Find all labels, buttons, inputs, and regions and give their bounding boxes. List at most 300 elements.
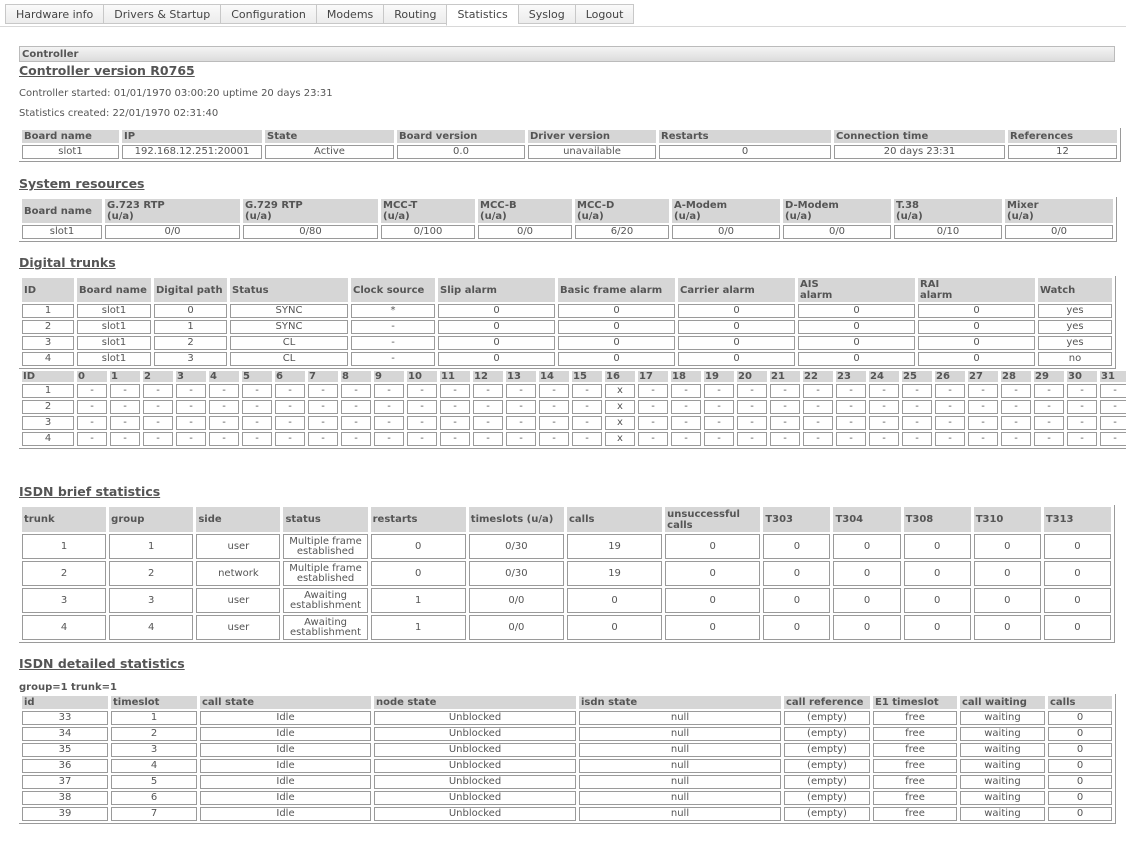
isdn-detail-cell: 0: [1048, 727, 1112, 741]
controller-header-row: [22, 130, 1117, 143]
timeslot-cell: -: [473, 432, 503, 446]
trunk-cell: 3: [22, 336, 74, 350]
timeslot-header-27: 27: [968, 371, 998, 382]
isdn-brief-cell: 2: [109, 561, 193, 586]
isdn-brief-cell: 1: [109, 534, 193, 559]
isdn-detail-cell: Unblocked: [374, 807, 576, 821]
timeslot-cell: -: [869, 384, 899, 398]
isdn-detail-cell: free: [873, 743, 957, 757]
trunk-cell: slot1: [77, 336, 151, 350]
isdn-detail-cell: 0: [1048, 759, 1112, 773]
timeslot-header-id: ID: [22, 371, 74, 382]
isdn-detail-header-node-state: node state: [374, 696, 576, 709]
timeslot-cell: -: [374, 416, 404, 430]
isdn-detail-cell: 37: [22, 775, 108, 789]
timeslot-header-8: 8: [341, 371, 371, 382]
trunk-header-clock-source: Clock source: [351, 278, 435, 302]
timeslot-cell: -: [341, 416, 371, 430]
timeslot-cell: 1: [22, 384, 74, 398]
isdn-brief-cell: 4: [22, 615, 106, 640]
timeslot-cell: -: [176, 416, 206, 430]
controller-cell: 0: [659, 145, 831, 159]
isdn-detail-cell: waiting: [960, 711, 1045, 725]
timeslot-cell: -: [506, 384, 536, 398]
timeslot-cell: -: [836, 416, 866, 430]
trunk-row: [22, 304, 1112, 318]
isdn-detail-cell: Idle: [200, 727, 371, 741]
timeslot-cell: -: [473, 400, 503, 414]
trunk-cell: -: [351, 336, 435, 350]
isdn-detail-cell: free: [873, 759, 957, 773]
timeslot-cell: -: [968, 416, 998, 430]
controller-row: [22, 145, 1117, 159]
isdn-detail-header-id: id: [22, 696, 108, 709]
trunk-cell: 4: [22, 352, 74, 366]
isdn-brief-cell: 0: [904, 588, 971, 613]
controller-header-driver-version: Driver version: [528, 130, 656, 143]
isdn-brief-cell: 0: [833, 615, 900, 640]
isdn-brief-header-t303: T303: [763, 507, 830, 532]
timeslot-row: [22, 384, 1126, 398]
isdn-detail-cell: (empty): [784, 727, 870, 741]
controller-header-ip: IP: [122, 130, 262, 143]
isdn-brief-cell: 1: [22, 534, 106, 559]
timeslot-cell: -: [968, 432, 998, 446]
timeslot-table: [19, 369, 1126, 449]
trunk-cell: 0: [438, 320, 555, 334]
trunk-cell: 0: [918, 352, 1035, 366]
isdn-brief-cell: user: [196, 534, 280, 559]
timeslot-header-3: 3: [176, 371, 206, 382]
isdn-brief-cell: Awaiting establishment: [283, 588, 367, 613]
timeslot-header-0: 0: [77, 371, 107, 382]
trunk-cell: CL: [230, 352, 348, 366]
timeslot-cell: -: [440, 384, 470, 398]
timeslot-cell: -: [275, 416, 305, 430]
isdn-brief-cell: 0: [567, 615, 662, 640]
isdn-brief-cell: 0: [974, 534, 1041, 559]
trunk-row: [22, 352, 1112, 366]
isdn-detail-cell: 3: [111, 743, 197, 757]
trunk-cell: 0: [798, 304, 915, 318]
resources-header-mcc-t-u-a: MCC-T (u/a): [381, 199, 475, 223]
isdn-detail-cell: 7: [111, 807, 197, 821]
resources-header-g-723-rtp-u-a: G.723 RTP (u/a): [105, 199, 240, 223]
resources-header-row: [22, 199, 1113, 223]
trunk-header-ais-alarm: AIS alarm: [798, 278, 915, 302]
controller-table: [19, 128, 1121, 162]
trunk-cell: yes: [1038, 304, 1112, 318]
timeslot-cell: -: [836, 400, 866, 414]
digital-trunks-title: Digital trunks: [19, 255, 116, 270]
isdn-detail-row: [22, 727, 1112, 741]
isdn-brief-cell: 0: [1044, 561, 1111, 586]
resources-cell: 0/80: [243, 225, 378, 239]
isdn-brief-cell: 0/30: [469, 561, 564, 586]
timeslot-cell: -: [440, 432, 470, 446]
isdn-detail-cell: (empty): [784, 711, 870, 725]
timeslot-header-29: 29: [1034, 371, 1064, 382]
isdn-detail-cell: Idle: [200, 759, 371, 773]
trunk-cell: slot1: [77, 320, 151, 334]
isdn-brief-cell: 0: [665, 588, 760, 613]
resources-cell: 0/100: [381, 225, 475, 239]
isdn-detail-cell: Unblocked: [374, 759, 576, 773]
isdn-detail-cell: null: [579, 775, 781, 789]
timeslot-cell: -: [308, 432, 338, 446]
timeslot-cell: -: [308, 416, 338, 430]
timeslot-header-13: 13: [506, 371, 536, 382]
isdn-brief-cell: 1: [371, 615, 466, 640]
timeslot-cell: -: [935, 416, 965, 430]
timeslot-cell: -: [407, 400, 437, 414]
isdn-brief-cell: 0: [974, 615, 1041, 640]
controller-cell: slot1: [22, 145, 119, 159]
timeslot-cell: -: [110, 432, 140, 446]
trunk-cell: *: [351, 304, 435, 318]
timeslot-cell: -: [770, 416, 800, 430]
tab-configuration[interactable]: Configuration: [220, 4, 316, 24]
timeslot-cell: -: [242, 384, 272, 398]
isdn-brief-header-t310: T310: [974, 507, 1041, 532]
isdn-detail-cell: Idle: [200, 775, 371, 789]
isdn-detail-row: [22, 791, 1112, 805]
timeslot-cell: -: [968, 384, 998, 398]
isdn-detail-cell: waiting: [960, 727, 1045, 741]
digital-trunks-table: [19, 276, 1116, 369]
trunk-cell: 0: [918, 304, 1035, 318]
resources-cell: slot1: [22, 225, 102, 239]
isdn-detail-cell: (empty): [784, 791, 870, 805]
isdn-brief-header-restarts: restarts: [371, 507, 466, 532]
timeslot-cell: -: [836, 432, 866, 446]
timeslot-cell: -: [770, 384, 800, 398]
isdn-brief-cell: 0: [1044, 588, 1111, 613]
trunk-cell: slot1: [77, 304, 151, 318]
isdn-detail-header-calls: calls: [1048, 696, 1112, 709]
timeslot-cell: -: [1100, 400, 1126, 414]
timeslot-cell: -: [539, 416, 569, 430]
timeslot-cell: -: [275, 384, 305, 398]
system-resources-table: [19, 197, 1117, 242]
trunk-header-carrier-alarm: Carrier alarm: [678, 278, 795, 302]
timeslot-cell: -: [242, 416, 272, 430]
isdn-detail-cell: (empty): [784, 743, 870, 757]
resources-header-d-modem-u-a: D-Modem (u/a): [783, 199, 891, 223]
timeslot-cell: -: [1034, 432, 1064, 446]
isdn-detail-cell: Unblocked: [374, 775, 576, 789]
isdn-brief-cell: 0: [763, 588, 830, 613]
timeslot-cell: -: [803, 416, 833, 430]
isdn-detail-cell: free: [873, 711, 957, 725]
isdn-brief-row: [22, 534, 1111, 559]
timeslot-cell: -: [803, 384, 833, 398]
isdn-brief-cell: 0: [665, 534, 760, 559]
trunk-cell: -: [351, 320, 435, 334]
resources-cell: 0/0: [1005, 225, 1113, 239]
timeslot-cell: -: [539, 400, 569, 414]
isdn-detail-cell: waiting: [960, 743, 1045, 757]
isdn-brief-cell: 3: [109, 588, 193, 613]
timeslot-header-15: 15: [572, 371, 602, 382]
trunk-header-row: [22, 278, 1112, 302]
isdn-brief-header-t308: T308: [904, 507, 971, 532]
isdn-detail-cell: 5: [111, 775, 197, 789]
timeslot-cell: -: [506, 400, 536, 414]
tab-logout[interactable]: Logout: [575, 4, 635, 24]
timeslot-cell: -: [1034, 416, 1064, 430]
timeslot-cell: -: [671, 384, 701, 398]
isdn-brief-cell: 0: [833, 534, 900, 559]
isdn-detail-cell: 0: [1048, 711, 1112, 725]
trunk-header-basic-frame-alarm: Basic frame alarm: [558, 278, 675, 302]
timeslot-cell: -: [77, 416, 107, 430]
timeslot-row: [22, 416, 1126, 430]
isdn-brief-cell: 0: [665, 561, 760, 586]
timeslot-cell: -: [671, 400, 701, 414]
timeslot-cell: -: [737, 416, 767, 430]
timeslot-cell: -: [935, 384, 965, 398]
isdn-detail-cell: 35: [22, 743, 108, 757]
isdn-detail-row: [22, 759, 1112, 773]
isdn-detail-cell: Idle: [200, 743, 371, 757]
timeslot-cell: 3: [22, 416, 74, 430]
isdn-detail-cell: Idle: [200, 807, 371, 821]
trunk-cell: 0: [678, 304, 795, 318]
timeslot-cell: -: [341, 384, 371, 398]
isdn-brief-table: [19, 505, 1115, 643]
timeslot-cell: -: [341, 432, 371, 446]
trunk-header-id: ID: [22, 278, 74, 302]
timeslot-cell: -: [704, 416, 734, 430]
isdn-brief-cell: Multiple frame established: [283, 534, 367, 559]
timeslot-cell: -: [473, 384, 503, 398]
timeslot-header-31: 31: [1100, 371, 1126, 382]
timeslot-header-5: 5: [242, 371, 272, 382]
isdn-brief-row: [22, 615, 1111, 640]
isdn-brief-header-trunk: trunk: [22, 507, 106, 532]
timeslot-cell: -: [770, 400, 800, 414]
trunk-cell: CL: [230, 336, 348, 350]
timeslot-cell: -: [1067, 416, 1097, 430]
trunk-cell: 0: [678, 352, 795, 366]
isdn-detail-cell: 0: [1048, 775, 1112, 789]
controller-header-board-version: Board version: [397, 130, 525, 143]
timeslot-cell: -: [968, 400, 998, 414]
timeslot-header-23: 23: [836, 371, 866, 382]
tab-drivers-startup[interactable]: Drivers & Startup: [103, 4, 220, 24]
isdn-brief-cell: 0/0: [469, 588, 564, 613]
timeslot-header-6: 6: [275, 371, 305, 382]
isdn-detail-cell: null: [579, 727, 781, 741]
trunk-cell: -: [351, 352, 435, 366]
isdn-detail-cell: Unblocked: [374, 743, 576, 757]
isdn-detail-header-isdn-state: isdn state: [579, 696, 781, 709]
isdn-detail-cell: null: [579, 759, 781, 773]
isdn-brief-cell: 0: [904, 561, 971, 586]
tab-routing[interactable]: Routing: [383, 4, 446, 24]
tab-statistics[interactable]: Statistics: [446, 4, 517, 26]
trunk-cell: 0: [438, 336, 555, 350]
timeslot-header-11: 11: [440, 371, 470, 382]
timeslot-cell: -: [1034, 400, 1064, 414]
timeslot-cell: -: [242, 432, 272, 446]
trunk-row: [22, 320, 1112, 334]
trunk-header-board-name: Board name: [77, 278, 151, 302]
timeslot-cell: -: [539, 432, 569, 446]
isdn-brief-header-side: side: [196, 507, 280, 532]
timeslot-cell: -: [539, 384, 569, 398]
trunk-header-slip-alarm: Slip alarm: [438, 278, 555, 302]
timeslot-cell: -: [902, 384, 932, 398]
isdn-detail-cell: 2: [111, 727, 197, 741]
isdn-detail-cell: waiting: [960, 759, 1045, 773]
trunk-header-status: Status: [230, 278, 348, 302]
timeslot-cell: -: [638, 384, 668, 398]
isdn-detail-header-call-waiting: call waiting: [960, 696, 1045, 709]
isdn-brief-cell: 0: [974, 588, 1041, 613]
trunk-cell: 1: [154, 320, 227, 334]
controller-title: Controller version R0765: [19, 63, 195, 78]
system-resources-title: System resources: [19, 176, 145, 191]
resources-header-mcc-b-u-a: MCC-B (u/a): [478, 199, 572, 223]
trunk-cell: yes: [1038, 336, 1112, 350]
timeslot-cell: -: [572, 432, 602, 446]
timeslot-cell: -: [1100, 432, 1126, 446]
timeslot-cell: x: [605, 432, 635, 446]
resources-cell: 0/0: [478, 225, 572, 239]
isdn-brief-cell: user: [196, 615, 280, 640]
isdn-detail-subtitle: group=1 trunk=1: [19, 682, 117, 693]
timeslot-cell: -: [671, 416, 701, 430]
isdn-detail-cell: free: [873, 727, 957, 741]
timeslot-cell: -: [176, 400, 206, 414]
isdn-brief-cell: user: [196, 588, 280, 613]
timeslot-cell: -: [1067, 400, 1097, 414]
isdn-detail-cell: null: [579, 791, 781, 805]
timeslot-header-28: 28: [1001, 371, 1031, 382]
isdn-brief-header-calls: calls: [567, 507, 662, 532]
controller-header-connection-time: Connection time: [834, 130, 1005, 143]
isdn-detail-cell: null: [579, 743, 781, 757]
timeslot-header-18: 18: [671, 371, 701, 382]
trunk-cell: 2: [22, 320, 74, 334]
isdn-detail-cell: waiting: [960, 791, 1045, 805]
timeslot-cell: -: [572, 400, 602, 414]
isdn-brief-row: [22, 561, 1111, 586]
isdn-detail-cell: null: [579, 711, 781, 725]
timeslot-cell: -: [407, 384, 437, 398]
controller-cell: 20 days 23:31: [834, 145, 1005, 159]
isdn-detail-table: [19, 694, 1116, 824]
timeslot-cell: -: [209, 416, 239, 430]
timeslot-header-10: 10: [407, 371, 437, 382]
timeslot-header-26: 26: [935, 371, 965, 382]
trunk-cell: 0: [154, 304, 227, 318]
timeslot-cell: -: [1001, 400, 1031, 414]
timeslot-header-19: 19: [704, 371, 734, 382]
isdn-brief-cell: 19: [567, 534, 662, 559]
trunk-cell: SYNC: [230, 304, 348, 318]
trunk-cell: 1: [22, 304, 74, 318]
timeslot-cell: 2: [22, 400, 74, 414]
statistics-created: Statistics created: 22/01/1970 02:31:40: [19, 108, 219, 119]
timeslot-cell: -: [737, 384, 767, 398]
isdn-brief-cell: 0: [567, 588, 662, 613]
isdn-brief-header-t313: T313: [1044, 507, 1111, 532]
tab-modems[interactable]: Modems: [316, 4, 383, 24]
timeslot-cell: -: [671, 432, 701, 446]
isdn-brief-cell: 0: [763, 561, 830, 586]
timeslot-header-7: 7: [308, 371, 338, 382]
timeslot-cell: -: [1067, 384, 1097, 398]
resources-cell: 0/0: [105, 225, 240, 239]
isdn-detail-cell: 36: [22, 759, 108, 773]
timeslot-header-2: 2: [143, 371, 173, 382]
trunk-cell: 0: [918, 336, 1035, 350]
isdn-detail-cell: 38: [22, 791, 108, 805]
timeslot-cell: -: [1100, 416, 1126, 430]
timeslot-cell: -: [836, 384, 866, 398]
timeslot-cell: -: [704, 400, 734, 414]
isdn-detail-cell: 6: [111, 791, 197, 805]
timeslot-header-1: 1: [110, 371, 140, 382]
isdn-detail-cell: free: [873, 791, 957, 805]
isdn-brief-header-status: status: [283, 507, 367, 532]
timeslot-cell: -: [902, 400, 932, 414]
isdn-brief-cell: 0/30: [469, 534, 564, 559]
trunk-cell: 0: [558, 320, 675, 334]
timeslot-cell: -: [374, 400, 404, 414]
timeslot-cell: -: [902, 432, 932, 446]
tab-hardware-info[interactable]: Hardware info: [5, 4, 103, 24]
timeslot-cell: -: [407, 432, 437, 446]
timeslot-cell: -: [209, 432, 239, 446]
isdn-detail-row: [22, 743, 1112, 757]
trunk-cell: yes: [1038, 320, 1112, 334]
timeslot-cell: -: [902, 416, 932, 430]
controller-bar: Controller: [19, 46, 1115, 62]
resources-header-t-38-u-a: T.38 (u/a): [894, 199, 1002, 223]
timeslot-header-14: 14: [539, 371, 569, 382]
isdn-brief-cell: 0: [833, 588, 900, 613]
timeslot-cell: -: [110, 400, 140, 414]
controller-header-board-name: Board name: [22, 130, 119, 143]
isdn-detail-cell: waiting: [960, 775, 1045, 789]
timeslot-header-16: 16: [605, 371, 635, 382]
isdn-detail-header-call-state: call state: [200, 696, 371, 709]
isdn-detail-cell: Idle: [200, 791, 371, 805]
resources-header-g-729-rtp-u-a: G.729 RTP (u/a): [243, 199, 378, 223]
timeslot-cell: -: [935, 432, 965, 446]
isdn-brief-header-group: group: [109, 507, 193, 532]
timeslot-cell: -: [1100, 384, 1126, 398]
tab-syslog[interactable]: Syslog: [518, 4, 575, 24]
timeslot-cell: -: [209, 384, 239, 398]
timeslot-header-21: 21: [770, 371, 800, 382]
trunk-row: [22, 336, 1112, 350]
timeslot-cell: -: [1001, 416, 1031, 430]
timeslot-cell: -: [935, 400, 965, 414]
trunk-cell: 0: [558, 352, 675, 366]
isdn-brief-cell: 0: [904, 615, 971, 640]
timeslot-cell: -: [737, 400, 767, 414]
controller-header-references: References: [1008, 130, 1117, 143]
timeslot-cell: -: [506, 432, 536, 446]
resources-header-a-modem-u-a: A-Modem (u/a): [672, 199, 780, 223]
timeslot-cell: x: [605, 384, 635, 398]
main-content: [19, 46, 1115, 824]
